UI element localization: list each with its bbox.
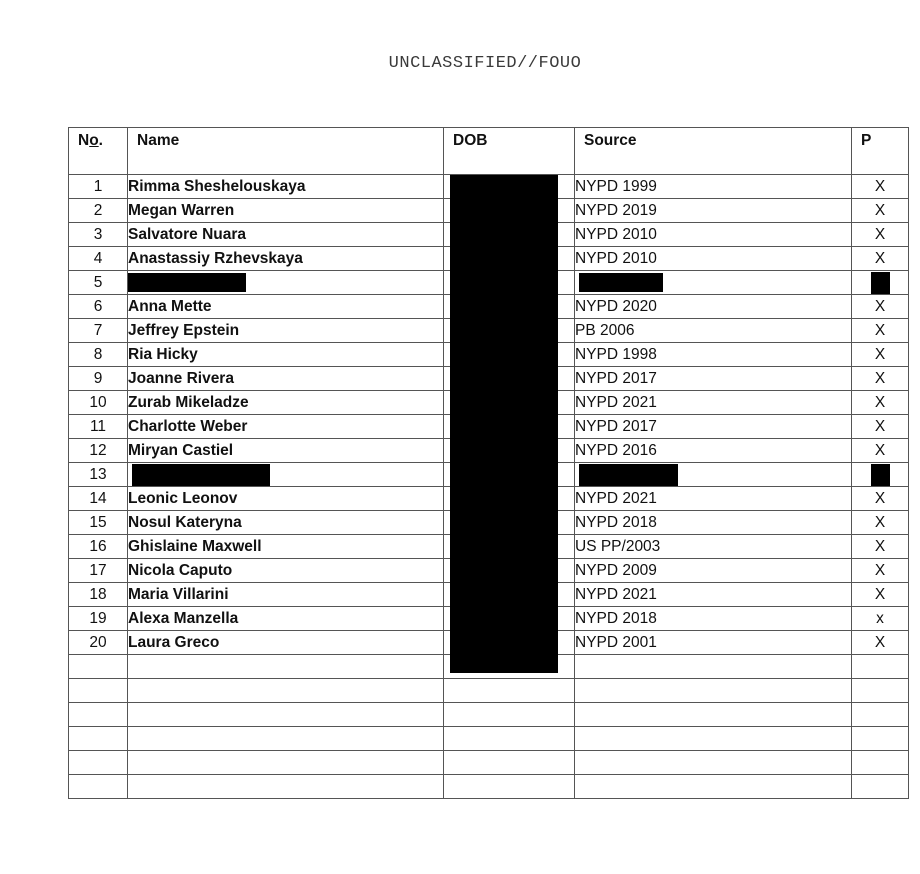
name-cell: Nicola Caputo xyxy=(128,559,444,583)
no-cell: 13 xyxy=(69,463,128,487)
table-row xyxy=(69,703,909,727)
source-cell: US PP/2003 xyxy=(575,535,852,559)
no-cell: 20 xyxy=(69,631,128,655)
classification-marking: UNCLASSIFIED//FOUO xyxy=(388,54,582,73)
p-cell: X xyxy=(852,199,909,223)
name-cell xyxy=(128,271,444,295)
source-cell: NYPD 2019 xyxy=(575,199,852,223)
no-cell xyxy=(69,679,128,703)
p-cell: X xyxy=(852,631,909,655)
source-cell xyxy=(575,727,852,751)
no-cell: 14 xyxy=(69,487,128,511)
name-cell: Laura Greco xyxy=(128,631,444,655)
source-cell: NYPD 2021 xyxy=(575,487,852,511)
name-cell: Zurab Mikeladze xyxy=(128,391,444,415)
header-number xyxy=(69,128,128,175)
redaction-box xyxy=(128,273,246,292)
source-cell: NYPD 2017 xyxy=(575,415,852,439)
p-cell xyxy=(852,679,909,703)
p-cell: X xyxy=(852,295,909,319)
header-p: P xyxy=(852,128,909,175)
p-cell: X xyxy=(852,559,909,583)
p-cell: X xyxy=(852,439,909,463)
name-cell: Ria Hicky xyxy=(128,343,444,367)
name-cell xyxy=(128,775,444,799)
p-cell: X xyxy=(852,415,909,439)
name-cell xyxy=(128,751,444,775)
source-cell: NYPD 2001 xyxy=(575,631,852,655)
name-cell: Nosul Kateryna xyxy=(128,511,444,535)
name-cell: Anna Mette xyxy=(128,295,444,319)
no-cell xyxy=(69,655,128,679)
header-number-n: N xyxy=(78,132,90,149)
no-cell: 8 xyxy=(69,343,128,367)
p-cell: X xyxy=(852,511,909,535)
redaction-box xyxy=(579,273,663,292)
no-cell xyxy=(69,703,128,727)
no-cell: 17 xyxy=(69,559,128,583)
no-cell: 3 xyxy=(69,223,128,247)
no-cell: 5 xyxy=(69,271,128,295)
name-cell: Rimma Sheshelouskaya xyxy=(128,175,444,199)
table-row xyxy=(69,727,909,751)
source-cell: NYPD 2018 xyxy=(575,511,852,535)
no-cell: 12 xyxy=(69,439,128,463)
p-cell xyxy=(852,751,909,775)
no-cell: 2 xyxy=(69,199,128,223)
name-cell: Jeffrey Epstein xyxy=(128,319,444,343)
source-cell: NYPD 2021 xyxy=(575,583,852,607)
no-cell: 11 xyxy=(69,415,128,439)
source-cell xyxy=(575,775,852,799)
no-cell xyxy=(69,775,128,799)
no-cell: 16 xyxy=(69,535,128,559)
source-cell xyxy=(575,679,852,703)
dob-cell xyxy=(444,703,575,727)
no-cell xyxy=(69,727,128,751)
redaction-box xyxy=(871,272,890,294)
source-cell xyxy=(575,703,852,727)
no-cell: 9 xyxy=(69,367,128,391)
table-row xyxy=(69,679,909,703)
source-cell: NYPD 2010 xyxy=(575,223,852,247)
header-number-o: o xyxy=(89,132,99,149)
source-cell: PB 2006 xyxy=(575,319,852,343)
dob-cell xyxy=(444,751,575,775)
source-cell xyxy=(575,463,852,487)
no-cell: 10 xyxy=(69,391,128,415)
p-cell xyxy=(852,727,909,751)
source-cell: NYPD 2017 xyxy=(575,367,852,391)
redaction-box xyxy=(871,464,890,486)
source-cell xyxy=(575,271,852,295)
table-row xyxy=(69,775,909,799)
no-cell: 4 xyxy=(69,247,128,271)
p-cell xyxy=(852,271,909,295)
p-cell: x xyxy=(852,607,909,631)
header-name: Name xyxy=(128,128,444,175)
p-cell: X xyxy=(852,391,909,415)
name-cell xyxy=(128,679,444,703)
no-cell xyxy=(69,751,128,775)
p-cell: X xyxy=(852,319,909,343)
name-cell: Joanne Rivera xyxy=(128,367,444,391)
dob-cell xyxy=(444,727,575,751)
p-cell: X xyxy=(852,223,909,247)
name-cell xyxy=(128,655,444,679)
name-cell: Anastassiy Rzhevskaya xyxy=(128,247,444,271)
no-cell: 7 xyxy=(69,319,128,343)
p-cell: X xyxy=(852,175,909,199)
p-cell: X xyxy=(852,487,909,511)
p-cell xyxy=(852,655,909,679)
name-cell xyxy=(128,703,444,727)
source-cell: NYPD 2020 xyxy=(575,295,852,319)
no-cell: 1 xyxy=(69,175,128,199)
name-cell: Alexa Manzella xyxy=(128,607,444,631)
redaction-box xyxy=(579,464,678,486)
name-cell xyxy=(128,727,444,751)
header-number-dot: . xyxy=(98,132,103,149)
p-cell: X xyxy=(852,535,909,559)
p-cell xyxy=(852,775,909,799)
source-cell xyxy=(575,655,852,679)
p-cell: X xyxy=(852,343,909,367)
p-cell: X xyxy=(852,247,909,271)
no-cell: 18 xyxy=(69,583,128,607)
redaction-box xyxy=(132,464,270,486)
p-cell xyxy=(852,463,909,487)
source-cell: NYPD 2021 xyxy=(575,391,852,415)
source-cell: NYPD 2016 xyxy=(575,439,852,463)
name-cell: Maria Villarini xyxy=(128,583,444,607)
dob-cell xyxy=(444,679,575,703)
p-cell: X xyxy=(852,583,909,607)
name-cell xyxy=(128,463,444,487)
header-source: Source xyxy=(575,128,852,175)
name-cell: Leonic Leonov xyxy=(128,487,444,511)
p-cell xyxy=(852,703,909,727)
source-cell: NYPD 1998 xyxy=(575,343,852,367)
name-cell: Miryan Castiel xyxy=(128,439,444,463)
no-cell: 19 xyxy=(69,607,128,631)
dob-cell xyxy=(444,775,575,799)
header-dob: DOB xyxy=(444,128,575,175)
no-cell: 6 xyxy=(69,295,128,319)
dob-redaction-bar xyxy=(450,175,558,673)
header-row xyxy=(69,128,909,175)
source-cell xyxy=(575,751,852,775)
name-cell: Charlotte Weber xyxy=(128,415,444,439)
source-cell: NYPD 2010 xyxy=(575,247,852,271)
source-cell: NYPD 2009 xyxy=(575,559,852,583)
source-cell: NYPD 1999 xyxy=(575,175,852,199)
table-row xyxy=(69,751,909,775)
name-cell: Megan Warren xyxy=(128,199,444,223)
name-cell: Ghislaine Maxwell xyxy=(128,535,444,559)
source-cell: NYPD 2018 xyxy=(575,607,852,631)
no-cell: 15 xyxy=(69,511,128,535)
p-cell: X xyxy=(852,367,909,391)
name-cell: Salvatore Nuara xyxy=(128,223,444,247)
